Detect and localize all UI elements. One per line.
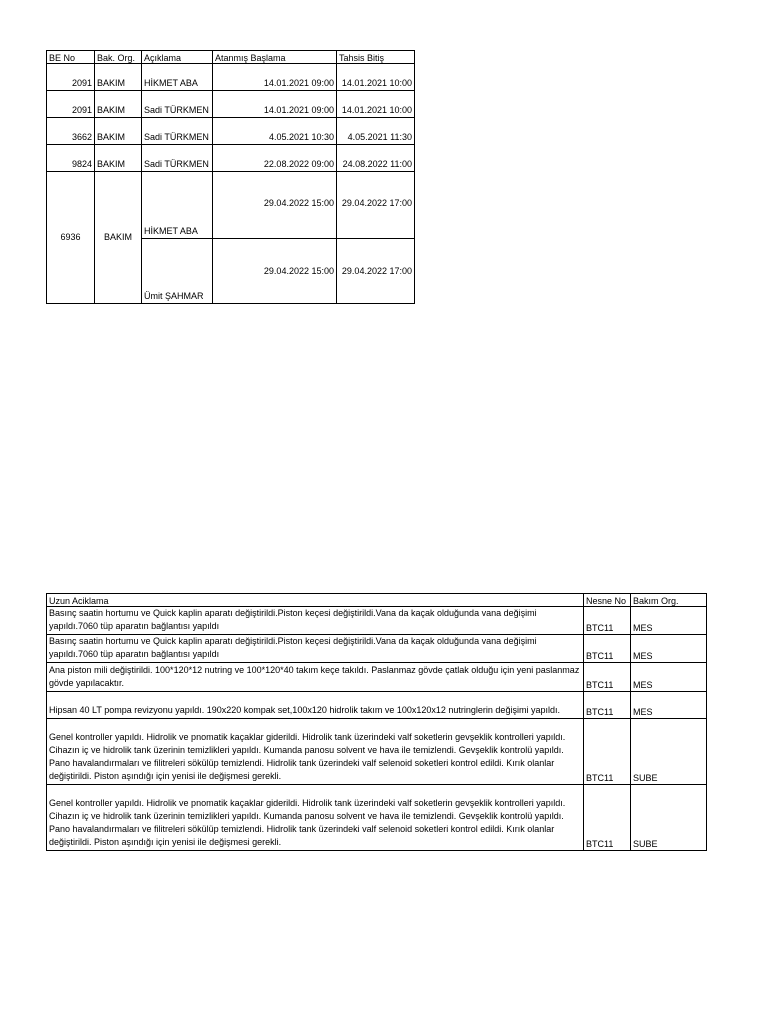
be-no-cell: 9824 <box>47 145 95 172</box>
description-cell: Sadi TÜRKMEN <box>142 91 213 118</box>
header-maintenance-org: Bakım Org. <box>631 594 707 607</box>
org-cell: BAKIM <box>95 172 142 304</box>
table-row <box>47 692 707 719</box>
start-cell: 14.01.2021 09:00 <box>213 91 337 118</box>
description-spacer <box>142 239 213 278</box>
object-no-cell: BTC11 <box>584 607 631 635</box>
start-cell: 14.01.2021 09:00 <box>213 64 337 91</box>
end-cell: 14.01.2021 10:00 <box>337 64 415 91</box>
object-no-cell: BTC11 <box>584 719 631 785</box>
object-no-cell: BTC11 <box>584 663 631 692</box>
header-end: Tahsis Bitiş <box>337 51 415 64</box>
header-be-no: BE No <box>47 51 95 64</box>
start-cell: 29.04.2022 15:00 <box>213 239 337 278</box>
org-cell: MES <box>631 607 707 635</box>
org-cell: SUBE <box>631 785 707 851</box>
table-row <box>47 145 415 172</box>
org-cell: MES <box>631 663 707 692</box>
end-cell: 14.01.2021 10:00 <box>337 91 415 118</box>
table-row <box>47 64 415 91</box>
header-start: Atanmış Başlama <box>213 51 337 64</box>
be-no-cell: 3662 <box>47 118 95 145</box>
end-cell: 4.05.2021 11:30 <box>337 118 415 145</box>
table-row <box>47 118 415 145</box>
header-org: Bak. Org. <box>95 51 142 64</box>
org-cell: BAKIM <box>95 145 142 172</box>
be-no-cell: 2091 <box>47 64 95 91</box>
table-row <box>47 172 415 210</box>
table-row <box>47 635 707 663</box>
start-cell: 22.08.2022 09:00 <box>213 145 337 172</box>
long-description-cell: Hipsan 40 LT pompa revizyonu yapıldı. 190x220 kompak set,100x120 hidrolik takım ve 100x120x12 nutringlerin değişimi yapıldı. <box>47 692 584 719</box>
table-row <box>47 719 707 785</box>
be-no-cell: 6936 <box>47 172 95 304</box>
end-spacer <box>337 210 415 239</box>
descriptions-table <box>46 593 707 851</box>
description-spacer <box>142 172 213 210</box>
table-row <box>47 785 707 851</box>
end-cell: 29.04.2022 17:00 <box>337 172 415 210</box>
end-cell: 29.04.2022 17:00 <box>337 239 415 278</box>
org-cell: SUBE <box>631 719 707 785</box>
header-long-description: Uzun Aciklama <box>47 594 584 607</box>
org-cell: MES <box>631 692 707 719</box>
start-spacer <box>213 278 337 304</box>
start-spacer <box>213 210 337 239</box>
org-cell: BAKIM <box>95 91 142 118</box>
end-cell: 24.08.2022 11:00 <box>337 145 415 172</box>
description-cell: Sadi TÜRKMEN <box>142 145 213 172</box>
header-description: Açıklama <box>142 51 213 64</box>
description-cell: Ümit ŞAHMAR <box>142 278 213 304</box>
org-cell: BAKIM <box>95 118 142 145</box>
description-cell: HİKMET ABA <box>142 64 213 91</box>
be-no-cell: 2091 <box>47 91 95 118</box>
long-description-cell: Genel kontroller yapıldı. Hidrolik ve pnomatik kaçaklar giderildi. Hidrolik tank üzerindeki valf soketlerin gevşeklik kontrolleri yapıldı. Cihazın iç ve hidrolik tank üzerinin temizlikleri yapıldı. Kumanda panosu solvent ve hava ile temizlendi. Gevşeklik kontrolü yapıldı. Pano havalandırmaları ve filitreleri sökülüp temizlendi. Hidrolik tank üzerindeki valf selenoid soketleri kontrol edildi. Kırık olanlar değiştirildi. Piston aşındığı için yenisi ile değişmesi gerekli. <box>47 785 584 851</box>
end-spacer <box>337 278 415 304</box>
table-row <box>47 607 707 635</box>
table-row <box>47 91 415 118</box>
start-cell: 29.04.2022 15:00 <box>213 172 337 210</box>
work-orders-table <box>46 50 415 304</box>
org-cell: MES <box>631 635 707 663</box>
long-description-cell: Ana piston mili değiştirildi. 100*120*12 nutring ve 100*120*40 takım keçe takıldı. Paslanmaz gövde çatlak olduğu için yeni paslanmaz gövde yapılacaktır. <box>47 663 584 692</box>
header-object-no: Nesne No <box>584 594 631 607</box>
start-cell: 4.05.2021 10:30 <box>213 118 337 145</box>
long-description-cell: Genel kontroller yapıldı. Hidrolik ve pnomatik kaçaklar giderildi. Hidrolik tank üzerindeki valf soketlerin gevşeklik kontrolleri yapıldı. Cihazın iç ve hidrolik tank üzerinin temizlikleri yapıldı. Kumanda panosu solvent ve hava ile temizlendi. Gevşeklik kontrolü yapıldı. Pano havalandırmaları ve filitreleri sökülüp temizlendi. Hidrolik tank üzerindeki valf selenoid soketleri kontrol edildi. Kırık olanlar değiştirildi. Piston aşındığı için yenisi ile değişmesi gerekli. <box>47 719 584 785</box>
object-no-cell: BTC11 <box>584 635 631 663</box>
org-cell: BAKIM <box>95 64 142 91</box>
long-description-cell: Basınç saatin hortumu ve Quick kaplin aparatı değiştirildi.Piston keçesi değiştirildi.Vana da kaçak olduğunda vana değişimi yapıldı.7060 tüp aparatın bağlantısı yapıldı <box>47 607 584 635</box>
description-cell: HİKMET ABA <box>142 210 213 239</box>
table-row <box>47 663 707 692</box>
description-cell: Sadi TÜRKMEN <box>142 118 213 145</box>
object-no-cell: BTC11 <box>584 785 631 851</box>
long-description-cell: Basınç saatin hortumu ve Quick kaplin aparatı değiştirildi.Piston keçesi değiştirildi.Vana da kaçak olduğunda vana değişimi yapıldı.7060 tüp aparatın bağlantısı yapıldı <box>47 635 584 663</box>
table-header-row <box>47 594 707 607</box>
object-no-cell: BTC11 <box>584 692 631 719</box>
table-header-row <box>47 51 415 64</box>
